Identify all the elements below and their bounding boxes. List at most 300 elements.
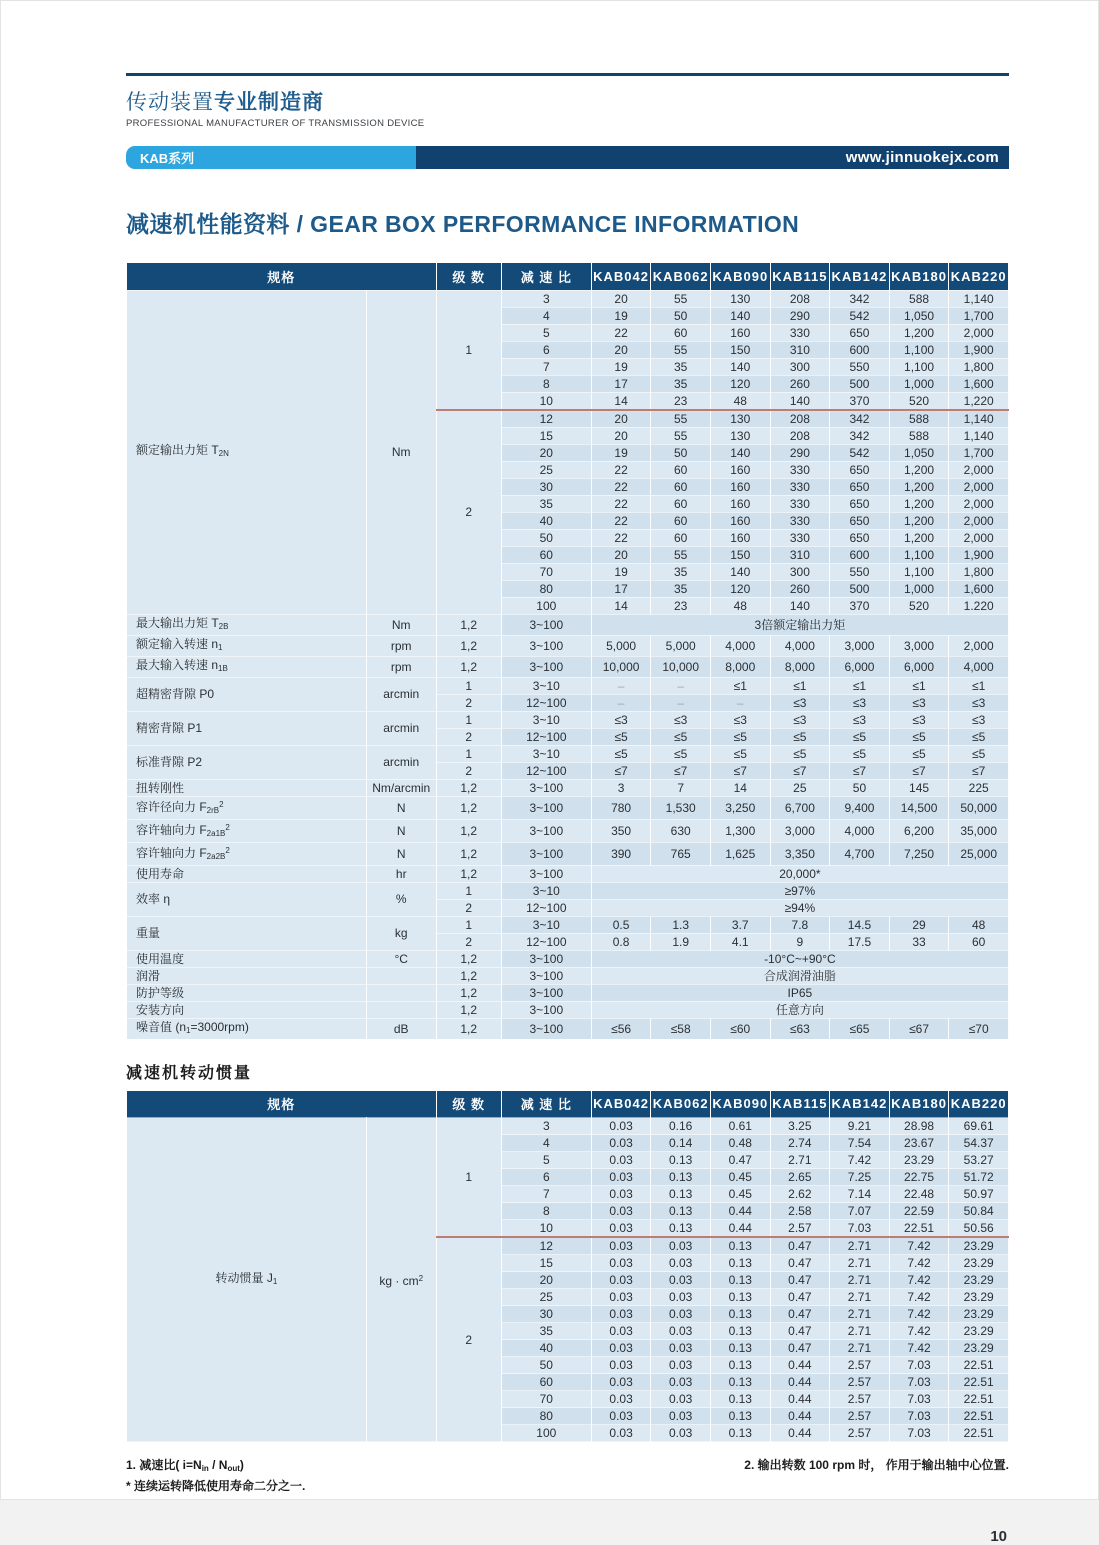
value-cell: 60 [651, 512, 711, 529]
col-header-kab115: KAB115 [770, 263, 830, 290]
stage-cell: 1 [436, 882, 501, 899]
value-cell: ≤7 [830, 762, 890, 779]
ratio-cell: 7 [501, 1186, 591, 1203]
value-cell: 1,800 [949, 358, 1009, 375]
value-cell: 0.03 [591, 1357, 651, 1374]
value-cell: ≤3 [889, 711, 949, 728]
stage-cell: 1,2 [436, 819, 501, 842]
value-cell: 7.42 [889, 1340, 949, 1357]
unit-cell: kg · $cm^2$ [366, 1118, 436, 1442]
value-cell: 55 [651, 427, 711, 444]
ratio-cell: 3~100 [501, 635, 591, 656]
ratio-cell: 100 [501, 1425, 591, 1442]
value-cell: 0.03 [651, 1237, 711, 1255]
value-cell: 0.13 [710, 1272, 770, 1289]
table-row [127, 882, 1009, 899]
stage-cell: 2 [436, 899, 501, 916]
value-cell: 300 [770, 563, 830, 580]
value-span-cell: IP65 [591, 984, 1008, 1001]
stage-cell: 1 [436, 745, 501, 762]
value-cell: 0.03 [651, 1391, 711, 1408]
stage-cell: 1,2 [436, 950, 501, 967]
value-cell: 60 [651, 529, 711, 546]
value-cell: 35 [651, 375, 711, 392]
value-cell: 50 [651, 444, 711, 461]
value-cell: 7.03 [889, 1408, 949, 1425]
value-cell: 120 [710, 375, 770, 392]
value-cell: 330 [770, 324, 830, 341]
value-cell: 0.44 [770, 1374, 830, 1391]
header-row [127, 263, 1009, 290]
table-row [127, 819, 1009, 842]
value-cell: 0.03 [591, 1408, 651, 1425]
value-cell: 330 [770, 478, 830, 495]
stage-cell: 1 [436, 290, 501, 410]
table-row [127, 635, 1009, 656]
value-cell: 60 [651, 461, 711, 478]
value-cell: 0.13 [710, 1340, 770, 1357]
value-cell: 23 [651, 392, 711, 410]
value-cell: ≤5 [830, 745, 890, 762]
value-cell: 1,140 [949, 410, 1009, 428]
header-row [127, 1091, 1009, 1118]
value-cell: 35 [651, 580, 711, 597]
value-cell: – [651, 677, 711, 694]
value-cell: 1,600 [949, 375, 1009, 392]
value-cell: 550 [830, 563, 890, 580]
value-cell: 0.48 [710, 1135, 770, 1152]
value-cell: 22 [591, 512, 651, 529]
value-cell: 0.47 [770, 1237, 830, 1255]
spec-label-cell: 额定输入转速 $n_1$ [127, 635, 367, 656]
brand-name-bold: 专业制造商 [214, 91, 324, 114]
value-cell: 1,625 [710, 842, 770, 865]
value-cell: 7.42 [889, 1272, 949, 1289]
footnote-2: 2. 输出转数 100 rpm 时， 作用于输出轴中心位置. [744, 1458, 1009, 1472]
value-cell: 17 [591, 375, 651, 392]
table-row [127, 711, 1009, 728]
ratio-cell: 3~100 [501, 779, 591, 796]
value-cell: 1,700 [949, 444, 1009, 461]
unit-cell: rpm [366, 635, 436, 656]
value-cell: 1,900 [949, 546, 1009, 563]
value-cell: 23.29 [949, 1289, 1009, 1306]
value-cell: 520 [889, 597, 949, 614]
value-cell: 0.16 [651, 1118, 711, 1135]
value-cell: 330 [770, 512, 830, 529]
spec-label-cell: 最大输入转速 $n_{1B}$ [127, 656, 367, 677]
stage-cell: 1,2 [436, 796, 501, 819]
value-cell: 342 [830, 427, 890, 444]
value-cell: 7.42 [889, 1289, 949, 1306]
ratio-cell: 3~100 [501, 819, 591, 842]
stage-cell: 1 [436, 916, 501, 933]
value-cell: 50.56 [949, 1220, 1009, 1238]
ratio-cell: 50 [501, 1357, 591, 1374]
value-cell: 14,500 [889, 796, 949, 819]
value-cell: 14 [591, 597, 651, 614]
ratio-cell: 8 [501, 375, 591, 392]
table-row [127, 796, 1009, 819]
value-cell: 2.58 [770, 1203, 830, 1220]
value-cell: 1,300 [710, 819, 770, 842]
stage-cell: 2 [436, 1237, 501, 1442]
value-cell: 0.13 [651, 1169, 711, 1186]
value-cell: 650 [830, 495, 890, 512]
spec-label-cell: 使用温度 [127, 950, 367, 967]
value-cell: 1.220 [949, 597, 1009, 614]
col-header-kab220: KAB220 [949, 263, 1009, 290]
table-row [127, 865, 1009, 882]
value-cell: 7.03 [889, 1357, 949, 1374]
value-span-cell: -10°C~+90°C [591, 950, 1008, 967]
value-cell: 2.62 [770, 1186, 830, 1203]
value-cell: 60 [651, 478, 711, 495]
value-cell: 0.03 [591, 1289, 651, 1306]
value-cell: 60 [651, 324, 711, 341]
unit-cell: Nm [366, 614, 436, 635]
value-cell: 0.45 [710, 1169, 770, 1186]
stage-cell: 2 [436, 728, 501, 745]
value-cell: 7.03 [830, 1220, 890, 1238]
value-cell: 160 [710, 478, 770, 495]
table-row [127, 950, 1009, 967]
value-cell: 23.29 [949, 1237, 1009, 1255]
value-cell: 50.84 [949, 1203, 1009, 1220]
table-row [127, 779, 1009, 796]
website-bar [416, 146, 1009, 169]
value-cell: 780 [591, 796, 651, 819]
value-cell: 55 [651, 341, 711, 358]
value-cell: 2,000 [949, 478, 1009, 495]
ratio-cell: 3~10 [501, 711, 591, 728]
value-cell: 390 [591, 842, 651, 865]
col-header-kab090: KAB090 [710, 263, 770, 290]
ratio-cell: 35 [501, 495, 591, 512]
value-cell: 0.03 [651, 1323, 711, 1340]
value-cell: 23.29 [949, 1340, 1009, 1357]
value-cell: ≤5 [949, 728, 1009, 745]
value-cell: 50 [651, 307, 711, 324]
value-cell: 160 [710, 324, 770, 341]
ratio-cell: 3~100 [501, 865, 591, 882]
value-cell: 0.47 [770, 1306, 830, 1323]
ratio-cell: 4 [501, 307, 591, 324]
value-cell: 520 [889, 392, 949, 410]
value-cell: 2.71 [830, 1323, 890, 1340]
value-cell: 160 [710, 529, 770, 546]
brand-name-light: 传动装置 [126, 91, 214, 114]
value-cell: 0.44 [770, 1408, 830, 1425]
value-cell: 19 [591, 358, 651, 375]
ratio-cell: 3~100 [501, 796, 591, 819]
value-cell: 542 [830, 307, 890, 324]
value-cell: – [710, 694, 770, 711]
value-cell: 225 [949, 779, 1009, 796]
value-cell: 0.03 [651, 1272, 711, 1289]
value-cell: 2.71 [830, 1237, 890, 1255]
value-cell: ≤3 [830, 694, 890, 711]
col-header-kab180: KAB180 [889, 263, 949, 290]
value-cell: ≤1 [949, 677, 1009, 694]
table-row [127, 656, 1009, 677]
value-cell: ≤3 [591, 711, 651, 728]
ratio-cell: 80 [501, 580, 591, 597]
ratio-cell: 12~100 [501, 933, 591, 950]
value-cell: 310 [770, 341, 830, 358]
ratio-cell: 3~100 [501, 656, 591, 677]
brand-name [126, 90, 1009, 116]
ratio-cell: 35 [501, 1323, 591, 1340]
value-cell: 0.03 [591, 1374, 651, 1391]
value-cell: 0.13 [651, 1203, 711, 1220]
value-cell: 2,000 [949, 512, 1009, 529]
spec-label-cell: 使用寿命 [127, 865, 367, 882]
value-cell: 4,000 [710, 635, 770, 656]
value-cell: 7.42 [889, 1323, 949, 1340]
col-header-kab042: KAB042 [591, 263, 651, 290]
table-row [127, 1001, 1009, 1018]
ratio-cell: 3~10 [501, 677, 591, 694]
table-row [127, 290, 1009, 307]
stage-cell: 1,2 [436, 842, 501, 865]
col-header-kab062: KAB062 [651, 263, 711, 290]
col-header-kab090: KAB090 [710, 1091, 770, 1118]
col-header-kab180: KAB180 [889, 1091, 949, 1118]
value-cell: 22 [591, 478, 651, 495]
value-cell: 588 [889, 410, 949, 428]
value-cell: 2.71 [830, 1306, 890, 1323]
value-cell: 4,700 [830, 842, 890, 865]
value-cell: 69.61 [949, 1118, 1009, 1135]
ratio-cell: 10 [501, 392, 591, 410]
value-cell: 2.71 [830, 1289, 890, 1306]
ratio-cell: 15 [501, 427, 591, 444]
stage-cell: 1,2 [436, 614, 501, 635]
value-cell: 208 [770, 427, 830, 444]
value-cell: 7.03 [889, 1374, 949, 1391]
value-cell: ≤7 [949, 762, 1009, 779]
value-cell: 330 [770, 495, 830, 512]
value-cell: 0.13 [710, 1391, 770, 1408]
value-cell: 0.47 [770, 1289, 830, 1306]
ratio-cell: 3~10 [501, 916, 591, 933]
value-cell: 260 [770, 375, 830, 392]
value-cell: 7.03 [889, 1425, 949, 1442]
ratio-cell: 70 [501, 1391, 591, 1408]
ratio-cell: 40 [501, 512, 591, 529]
value-cell: 23.67 [889, 1135, 949, 1152]
value-cell: 3,000 [770, 819, 830, 842]
value-cell: 55 [651, 546, 711, 563]
value-cell: 0.47 [770, 1340, 830, 1357]
value-cell: 0.03 [651, 1425, 711, 1442]
ratio-cell: 40 [501, 1340, 591, 1357]
value-cell: 370 [830, 597, 890, 614]
value-cell: 0.03 [591, 1340, 651, 1357]
value-cell: 4,000 [830, 819, 890, 842]
value-cell: 765 [651, 842, 711, 865]
value-cell: 0.8 [591, 933, 651, 950]
value-cell: 140 [710, 444, 770, 461]
value-cell: 130 [710, 410, 770, 428]
value-cell: 0.13 [710, 1408, 770, 1425]
value-cell: 342 [830, 410, 890, 428]
stage-cell: 1,2 [436, 656, 501, 677]
value-cell: 22.59 [889, 1203, 949, 1220]
value-cell: 1,000 [889, 375, 949, 392]
stage-cell: 2 [436, 694, 501, 711]
value-cell: 3,350 [770, 842, 830, 865]
value-cell: ≤5 [830, 728, 890, 745]
value-cell: 0.44 [710, 1220, 770, 1238]
ratio-cell: 30 [501, 478, 591, 495]
table-row [127, 614, 1009, 635]
value-cell: 0.13 [651, 1220, 711, 1238]
value-cell: 0.47 [770, 1323, 830, 1340]
value-cell: ≤63 [770, 1018, 830, 1039]
ratio-cell: 3~100 [501, 950, 591, 967]
value-cell: 23.29 [889, 1152, 949, 1169]
value-cell: 3,000 [889, 635, 949, 656]
unit-cell: arcmin [366, 677, 436, 711]
value-cell: 35 [651, 358, 711, 375]
value-cell: 3.7 [710, 916, 770, 933]
stage-cell: 1 [436, 677, 501, 694]
value-cell: 1,200 [889, 324, 949, 341]
stage-cell: 1,2 [436, 779, 501, 796]
value-cell: 25 [770, 779, 830, 796]
value-cell: 22 [591, 495, 651, 512]
brand-block [126, 90, 1009, 129]
value-cell: ≤1 [770, 677, 830, 694]
value-cell: 140 [710, 358, 770, 375]
value-cell: 25,000 [949, 842, 1009, 865]
value-cell: 17.5 [830, 933, 890, 950]
unit-cell: Nm [366, 290, 436, 614]
value-cell: 0.03 [591, 1203, 651, 1220]
value-cell: 0.61 [710, 1118, 770, 1135]
ratio-cell: 50 [501, 529, 591, 546]
value-cell: ≤1 [710, 677, 770, 694]
value-cell: 0.47 [710, 1152, 770, 1169]
ratio-cell: 12 [501, 410, 591, 428]
value-cell: 2.57 [830, 1408, 890, 1425]
ratio-cell: 3 [501, 1118, 591, 1135]
spec-label-cell: 标准背隙 P2 [127, 745, 367, 779]
value-cell: 14 [591, 392, 651, 410]
table-row [127, 967, 1009, 984]
value-cell: 0.44 [770, 1391, 830, 1408]
value-cell: 130 [710, 427, 770, 444]
value-cell: 50.97 [949, 1186, 1009, 1203]
value-cell: 2.71 [830, 1340, 890, 1357]
value-cell: 7 [651, 779, 711, 796]
ratio-cell: 20 [501, 1272, 591, 1289]
value-cell: 55 [651, 410, 711, 428]
value-cell: 7,250 [889, 842, 949, 865]
value-cell: 0.03 [591, 1152, 651, 1169]
value-cell: 2.57 [830, 1425, 890, 1442]
value-cell: 3,000 [830, 635, 890, 656]
value-cell: 29 [889, 916, 949, 933]
value-cell: ≤7 [710, 762, 770, 779]
ratio-cell: 25 [501, 1289, 591, 1306]
value-span-cell: ≥97% [591, 882, 1008, 899]
value-cell: 23 [651, 597, 711, 614]
value-cell: 22 [591, 324, 651, 341]
value-cell: 0.13 [651, 1186, 711, 1203]
value-cell: – [651, 694, 711, 711]
website-link[interactable]: www.jinnuokejx.com [845, 149, 999, 166]
value-cell: 2.71 [770, 1152, 830, 1169]
value-cell: 9 [770, 933, 830, 950]
ratio-cell: 3~100 [501, 842, 591, 865]
value-cell: 4,000 [949, 656, 1009, 677]
value-cell: 0.13 [710, 1255, 770, 1272]
spec-label-cell: 安装方向 [127, 1001, 367, 1018]
unit-cell: % [366, 882, 436, 916]
value-cell: 0.03 [651, 1306, 711, 1323]
unit-cell: rpm [366, 656, 436, 677]
value-cell: 2,000 [949, 529, 1009, 546]
value-cell: 0.13 [710, 1237, 770, 1255]
value-cell: 20 [591, 427, 651, 444]
value-cell: 35,000 [949, 819, 1009, 842]
value-cell: 3,250 [710, 796, 770, 819]
value-cell: 22.75 [889, 1169, 949, 1186]
value-cell: 0.03 [651, 1289, 711, 1306]
value-cell: 33 [889, 933, 949, 950]
page-content [126, 1, 1009, 1545]
value-cell: 0.03 [591, 1272, 651, 1289]
value-cell: 600 [830, 341, 890, 358]
value-cell: 140 [710, 563, 770, 580]
value-cell: 0.13 [710, 1357, 770, 1374]
value-cell: 0.5 [591, 916, 651, 933]
value-cell: 7.42 [889, 1255, 949, 1272]
spec-label-cell: 额定输出力矩 $T_{2N}$ [127, 290, 367, 614]
ratio-cell: 5 [501, 1152, 591, 1169]
value-cell: 2,000 [949, 324, 1009, 341]
value-cell: 22.51 [949, 1408, 1009, 1425]
value-cell: ≤5 [651, 745, 711, 762]
unit-cell: arcmin [366, 745, 436, 779]
value-cell: 5,000 [591, 635, 651, 656]
value-cell: 5,000 [651, 635, 711, 656]
value-cell: 1.9 [651, 933, 711, 950]
performance-table [126, 263, 1009, 1040]
ratio-cell: 80 [501, 1408, 591, 1425]
stage-cell: 1,2 [436, 635, 501, 656]
value-span-cell: 合成润滑油脂 [591, 967, 1008, 984]
value-cell: 500 [830, 375, 890, 392]
stage-cell: 1 [436, 711, 501, 728]
value-cell: 160 [710, 495, 770, 512]
value-cell: 7.03 [889, 1391, 949, 1408]
value-span-cell: ≥94% [591, 899, 1008, 916]
ratio-cell: 6 [501, 341, 591, 358]
value-cell: 0.03 [591, 1220, 651, 1238]
footnote-asterisk: * 连续运转降低使用寿命二分之一. [126, 1479, 306, 1493]
ratio-cell: 5 [501, 324, 591, 341]
value-cell: ≤3 [770, 694, 830, 711]
value-cell: 0.03 [591, 1255, 651, 1272]
value-cell: 1,100 [889, 341, 949, 358]
value-cell: 23.29 [949, 1323, 1009, 1340]
ratio-cell: 6 [501, 1169, 591, 1186]
value-cell: 6,200 [889, 819, 949, 842]
